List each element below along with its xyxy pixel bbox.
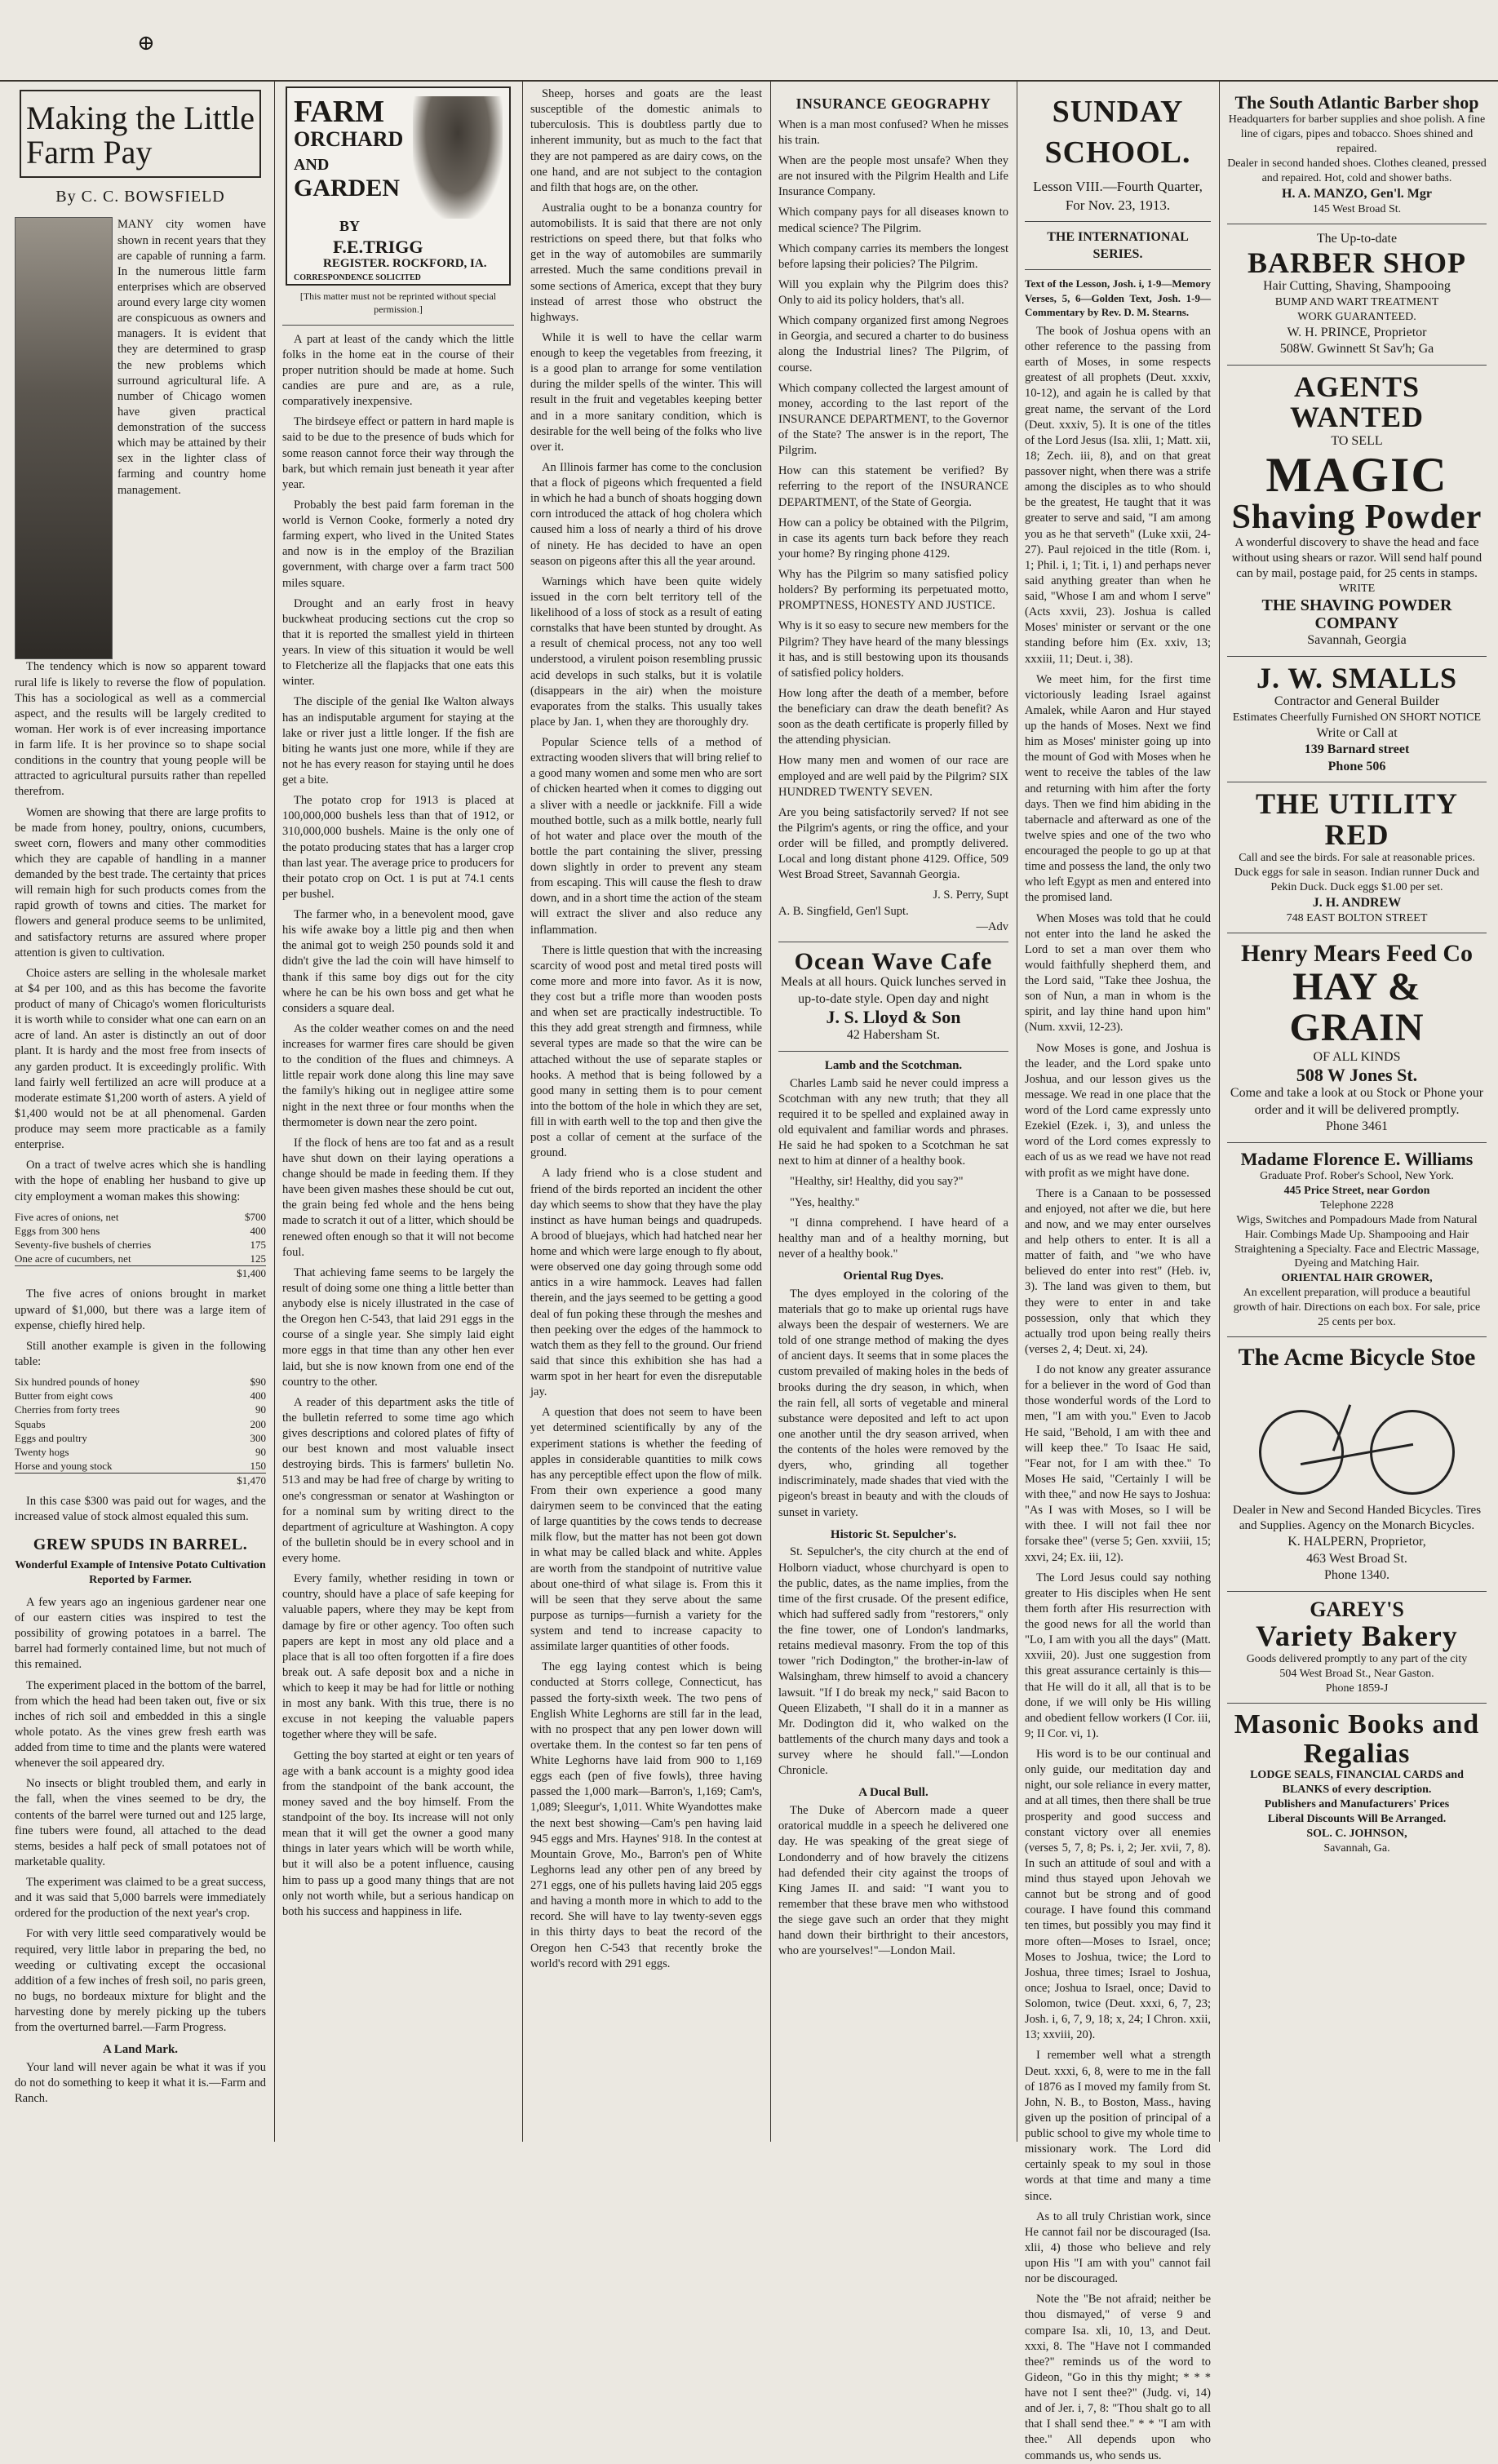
- ad-text: Hair Cutting, Shaving, Shampooing: [1263, 279, 1451, 294]
- paragraph: The disciple of the genial Ike Walton always has an indisputable argument for staying at the lake or river just a little longer. If the fish are biting he wants just one more, while if they are not he has every reason for staying until he does get a bite.: [282, 695, 514, 787]
- utility-red-ad: [1227, 789, 1487, 926]
- paragraph: There is a Canaan to be possessed and enjoyed, not after we die, but here and now, and we may enter ourselves and help others to enter. It is all a matter of faith, and "we who have believed do enter into rest" (Heb. iv, 3). The land was given to them, but they were to enter in and take possession, only that which they actually trod upon being really theirs (verses 2, 4; Deut. xi, 24).: [1025, 1186, 1211, 1356]
- table-row: Squabs 200: [15, 1417, 266, 1430]
- qa-item: Which company carries its members the longest before lapsing their policies? The Pilgrim.: [778, 242, 1008, 271]
- lesson-text-reference: Text of the Lesson, Josh. i, 1-9—Memory Verses, 5, 6—Golden Text, Josh. 1-9—Commentary by Rev. D. M. Stearns.: [1025, 277, 1211, 318]
- ad-text: LODGE SEALS, FINANCIAL CARDS and BLANKS of every description.: [1250, 1769, 1464, 1797]
- ad-text: Come and take a look at ou Stock or Phone your order and it will be delivered promptly.: [1230, 1086, 1484, 1117]
- ad-address: 508 W Jones St.: [1296, 1065, 1418, 1086]
- ad-text: Liberal Discounts Will Be Arranged.: [1267, 1812, 1447, 1825]
- column-farm-notes: [276, 82, 521, 2142]
- ad-text: Write or Call at: [1316, 725, 1398, 740]
- spuds-subheadline: Wonderful Example of Intensive Potato Cultivation Reported by Farmer.: [15, 1558, 266, 1587]
- ad-address: 504 West Broad St., Near Gaston.: [1279, 1668, 1434, 1681]
- ad-title: The South Atlantic Barber shop: [1234, 92, 1479, 113]
- column-sunday-school: [1018, 82, 1217, 2462]
- income-table-1: [15, 1210, 266, 1281]
- intro-block: [15, 217, 266, 659]
- ad-phone: Telephone 2228: [1320, 1199, 1394, 1212]
- ad-address: 145 West Broad St.: [1312, 203, 1402, 216]
- ad-owner: K. HALPERN, Proprietor,: [1287, 1535, 1426, 1549]
- signature-gen-supt: A. B. Singfield, Gen'l Supt.: [778, 904, 909, 918]
- ad-text: BUMP AND WART TREATMENT: [1274, 295, 1439, 308]
- lesson-line: Lesson VIII.—Fourth Quarter, For Nov. 23, 1913.: [1033, 179, 1203, 213]
- signature-supt: J. S. Perry, Supt: [933, 889, 1008, 902]
- table-row: Five acres of onions, net $700: [15, 1210, 266, 1223]
- paragraph: The potato crop for 1913 is placed at 100,000,000 bushels less than that of 1912, or 310,000,000 bushels. Maine is the only one of the potato producing states that has a larger crop than last year. The average price to producers for their potato crop on Oct. 1 is put at 74.1 cents per bushel.: [282, 794, 514, 901]
- ad-text: TO SELL: [1331, 434, 1383, 449]
- ad-owner: J. S. Lloyd & Son: [826, 1007, 961, 1028]
- ad-text: Publishers and Manufacturers' Prices: [1264, 1798, 1450, 1811]
- ad-phone: Phone 506: [1327, 759, 1386, 773]
- qa-item: Which company collected the largest amount of money, according to the last report of the INSURANCE DEPARTMENT, to the Governor of the State? The answer is in the report, The Pilgrim.: [778, 381, 1008, 458]
- ad-product-name: Shaving Powder: [1231, 498, 1482, 536]
- paragraph: Note the "Be not afraid; neither be thou dismayed," of verse 9 and compare Isa. xli, 10, 13, and Deut. xxxi, 8. The "Have not I commanded thee?" reminds us of the word to Gideon, "Go in this thy might; * * * have not I sent thee?" (Judg. vi, 14) and of Jer. i, 7, 8: "Thou shalt go to all that I shall send thee." * * "I am with thee." All depends upon who commands us, who sends us.: [1025, 2293, 1211, 2462]
- ad-address: 445 Price Street, near Gordon: [1283, 1184, 1430, 1197]
- table-row: One acre of cucumbers, net 125: [15, 1252, 266, 1265]
- mears-feed-ad: [1227, 940, 1487, 1136]
- lamb-headline: Lamb and the Scotchman.: [824, 1058, 963, 1072]
- ad-address: 463 West Broad St.: [1306, 1551, 1407, 1566]
- ad-address: 42 Habersham St.: [846, 1028, 941, 1043]
- table-row: Horse and young stock 150: [15, 1459, 266, 1472]
- farmer-illustration-icon: [413, 96, 503, 219]
- paragraph: For with very little seed comparatively would be required, very little labor in preparing the bed, no weeding or cultivating except the occasional addition of a few inches of fresh soil, no paris green, no bugs, no bordeaux mixture for blight and the harvesting done by merely picking up the tubers from the overturned barrel.—Farm Progress.: [15, 1927, 266, 2035]
- divider: [778, 1051, 1008, 1052]
- ad-title: AGENTS WANTED: [1289, 370, 1425, 434]
- ocean-wave-cafe-ad: [778, 949, 1008, 1044]
- paragraph: That achieving fame seems to be largely the result of doing some one thing a little better than anybody else is nicely illustrated in the case of the Oregon hen C-543, that laid 291 eggs in the course of a single year. She simply laid eight more eggs in that time than any other hen ever laid, but she is now known from one end of the country to the other.: [282, 1265, 514, 1389]
- paragraph: Your land will never again be what it was if you do not do something to keep it what it is.—Farm and Ranch.: [15, 2061, 266, 2106]
- paragraph: The experiment was claimed to be a great success, and it was said that 5,000 barrels were immediately ordered for the production of the next year's crop.: [15, 1876, 266, 1921]
- florence-williams-ad: [1227, 1150, 1487, 1330]
- paragraph: The experiment placed in the bottom of the barrel, from which the head had been taken out, five or six inches of rich soil and embedded in this a single whole potato. As the vines grew fresh earth was added from time to time and the plants were watered whenever the soil appeared dry.: [15, 1678, 266, 1770]
- divider: [1227, 1703, 1487, 1704]
- paragraph: "Yes, healthy.": [790, 1195, 860, 1209]
- column-farm-notes-continued: [524, 82, 769, 2142]
- paragraph: The Duke of Abercorn made a queer oratorical muddle in a speech he delivered one day. He was speaking of the great siege of Londonderry and of how bravely the citizens had defended their city against the troops of King James II. and said: "I want you to remember that these brave men who withstood the siege gave such an order that they might hand down their birthright to their ancestors, who are yourselves!"—London Mail.: [778, 1804, 1008, 1958]
- paragraph: If the flock of hens are too fat and as a result have shut down on their laying operations a change should be made in feeding them. If they have been given mashes these should be cut out, the grain being fed whole and the hens being made to scratch it out of a litter, which should be renewed often enough so that it will not become foul.: [282, 1136, 514, 1259]
- ad-text: Meals at all hours. Quick lunches served in up-to-date style. Open day and night: [780, 975, 1007, 1006]
- divider: [282, 325, 514, 326]
- paragraph: Popular Science tells of a method of extracting wooden slivers that will bring relief to a good many women and some men who are sort of chicken hearted when it comes to digging out a sliver with a needle or jackknife. Fill a wide mouthed bottle, such as a milk bottle, nearly full of hot water and place over the mouth of the bottle the part containing the sliver, pressing down slightly in order to prevent any steam from escaping. This will cause the flesh to draw down, and in a short time the action of the steam will extract the sliver and also reduce any inflammation.: [530, 736, 762, 937]
- ad-text: Graduate Prof. Rober's School, New York.: [1260, 1169, 1454, 1182]
- column-insurance: [772, 82, 1015, 2142]
- qa-item: Are you being satisfactorily served? If not see the Pilgrim's agents, or ring the office, and your order will be filled, and promptly delivered. Local and long distant phone 4129. Office, 509 West Broad Street, Savannah Georgia.: [778, 805, 1008, 882]
- magic-shaving-powder-ad: [1227, 372, 1487, 649]
- series-line: THE INTERNATIONAL SERIES.: [1047, 230, 1189, 262]
- column-advertisements: [1221, 82, 1493, 2142]
- reprint-note: [This matter must not be reprinted without special permission.]: [299, 290, 497, 315]
- qa-item: How many men and women of our race are employed and are well paid by the Pilgrim? SIX HUNDRED TWENTY SEVEN.: [778, 754, 1008, 799]
- paragraph: While it is well to have the cellar warm enough to keep the vegetables from freezing, it is a good plan to arrange for some ventilation during the milder spells of the winter. This will result in the fruit and vegetables keeping better and in a more sanitary condition, which is desirable for the well being of the folks who live over it.: [530, 330, 762, 454]
- ad-product: Variety Bakery: [1256, 1620, 1458, 1653]
- qa-item: How can this statement be verified? By referring to the report of the INSURANCE DEPARTMENT, of the State of Georgia.: [778, 464, 1008, 509]
- column-farm-article: [8, 82, 273, 2142]
- ad-company: THE SHAVING POWDER COMPANY: [1261, 596, 1452, 633]
- table-row: Twenty hogs 90: [15, 1445, 266, 1458]
- farm-orchard-garden-logo: FARM ORCHARD AND GARDEN BY F.E.TRIGG REGISTER. ROCKFORD, IA. CORRESPONDENCE SOLICITED: [286, 86, 511, 286]
- ad-phone: Phone 3461: [1326, 1119, 1388, 1134]
- ad-owner: J. H. ANDREW: [1312, 895, 1402, 910]
- paragraph: St. Sepulcher's, the city church at the end of Holborn viaduct, whose churchyard is open to the public, dates, as the name implies, from the time of the first crusade. Of the present edifice, which had suffered sadly from "restorers," only the fine tower, one of London's landmarks, retains medieval masonry. From the top of this tower "rich Dodington," the brother-in-law of Walsingham, threw himself to avoid a chancery lawsuit. "If I do break my neck," said Bacon to Queen Elizabeth, "I shall do it in a manner as Mr. Dodington did it, who walked on the battlements of the church many days and took a survey where he should fall."—London Chronicle.: [778, 1545, 1008, 1778]
- paragraph: We meet him, for the first time victoriously leading Israel against Amalek, while Aaron and Hur stayed up the hands of Moses. Next we find him as Moses' minister going up into the mount of God with Moses when he went to receive the tables of the law and returning with him after the forty days. Then we find him abiding in the tabernacle and afterward as one of the twelve spies and one of the two who encouraged the people to go up at that time and possess the land, the only two who left Egypt as men and entered into the promised land.: [1025, 672, 1211, 905]
- ad-title: Henry Mears Feed Co: [1240, 939, 1474, 967]
- ad-address: 748 EAST BOLTON STREET: [1286, 912, 1428, 925]
- smalls-builder-ad: [1227, 663, 1487, 776]
- ad-product: ORIENTAL HAIR GROWER,: [1281, 1272, 1433, 1285]
- paragraph: A question that does not seem to have been yet determined scientifically by any of the experiment stations is whether the feeding of apples in considerable quantities to milk cows has any perceptible effect upon the flow of milk. From their own experience a good many dairymen seem to be convinced that the eating of large quantities by the cows tends to decrease milk flow, but the matter has not been got down in what may be called black and white. Apples are worth from the standpoint of nutritive value about one-third of what silage is. From this it will be seen that they serve about the same purpose as turnips—furnish a variety for the system and tend to increase capacity to assimilate larger quantities of other foods.: [530, 1406, 762, 1654]
- paragraph: The farmer who, in a benevolent mood, gave his wife awake boy a little pig and then when the animal got to weigh 250 pounds sold it and didn't give the lad the coin will have himself to thank if this same boy digs out for the city where he can be his own boss and get what he considers a square deal.: [282, 908, 514, 1015]
- paragraph: Australia ought to be a bonanza country for automobilists. It is said that there are not only restrictions on speed there, but that folks who get in the way of automobiles are summarily arrested. Much the same conditions prevail in some sections of America, except that they bury instead of arrest those who obstruct the highways.: [530, 201, 762, 324]
- paragraph: "Healthy, sir! Healthy, did you say?": [790, 1175, 964, 1189]
- paragraph: Every family, whether residing in town or country, should have a place of safe keeping for valuable papers, where they may be kept from damage by fire or other agency. Too often such papers are kept in most any old place and a place that is all too often forgotten if a fire does break out. A safe deposit box and a niche in which to keep it may be had for little or nothing in most any bank. With this true, there is no excuse in not keeping the valuable papers together where they will be safe.: [282, 1572, 514, 1742]
- ad-product: HAY & GRAIN: [1289, 964, 1425, 1050]
- ad-text: OF ALL KINDS: [1313, 1049, 1401, 1064]
- ad-text: Goods delivered promptly to any part of the city: [1246, 1653, 1468, 1666]
- paragraph: Warnings which have been quite widely issued in the corn belt territory tell of the likelihood of a loss of stock as a result of eating cornstalks that have been stunted by drought. As a result of chemical process, not any too well understood, a virulent poison resembling prussic acid develops in such stalks, but it is volatile (disappears in the air) when the moisture evaporates from the stalks. This usually takes place by Jan. 1, when they are thoroughly dry.: [530, 574, 762, 729]
- paragraph: An Illinois farmer has come to the conclusion that a flock of pigeons which frequented a field in which he had a bunch of shoats hogging down corn introduced the attack of hog cholera which caused him a loss of nearly a third of his drove of ninety. He has decided to have an open season on pigeons after this all the year around.: [530, 460, 762, 568]
- paragraph: The birdseye effect or pattern in hard maple is said to be due to the presence of buds which for some reason cannot force their way through the bark, but which remain just beneath it year after year.: [282, 415, 514, 491]
- paragraph: The five acres of onions brought in market upward of $1,000, but there was a large item of expense, chiefly hired help.: [15, 1287, 266, 1332]
- ad-title: THE UTILITY RED: [1255, 787, 1459, 852]
- paragraph: I remember well what a strength Deut. xxxi, 6, 8, were to me in the fall of 1876 as I moved my family from St. John, N. B., to Boston, Mass., having given up the position of principal of a public school to give my whole time to missionary work. The Lord did certainly speak to my soul in those words at that time and many a time since.: [1025, 2049, 1211, 2203]
- insurance-headline: INSURANCE GEOGRAPHY: [796, 95, 991, 112]
- qa-item: When are the people most unsafe? When they are not insured with the Pilgrim Health and Life Insurance Company.: [778, 154, 1008, 199]
- table-row: Six hundred pounds of honey $90: [15, 1376, 266, 1389]
- qa-item: Will you explain why the Pilgrim does this? Only to aid its policy holders, that's all.: [778, 277, 1008, 307]
- ad-title: Masonic Books and Regalias: [1234, 1708, 1480, 1769]
- ad-pre-title: The Up-to-date: [1316, 232, 1398, 246]
- paragraph: The Lord Jesus could say nothing greater to His disciples when He sent them forth after His resurrection with the good news for all the world than "Lo, I am with you all the days" (Matt. xxviii, 20). Just one suggestion from this great assurance certainly is this—that He will do it all, all that is to be done, if we will only be His willing and obedient fellow workers (I Cor. iii, 9; II Cor. vi, 1).: [1025, 1571, 1211, 1740]
- paragraph: Still another example is given in the following table:: [15, 1339, 266, 1368]
- paragraph: When Moses was told that he could not enter into the land he asked the Lord to set a man over them who would faithfully shepherd them, and the Lord said, "Take thee Joshua, the son of Nun, a man in whom is the spirit, and lay thine hand upon him" (Num. xxvii, 12-23).: [1025, 911, 1211, 1035]
- divider: [1227, 1142, 1487, 1143]
- paragraph: On a tract of twelve acres which she is handling with the hope of enabling her husband to give up city employment a woman makes this showing:: [15, 1159, 266, 1203]
- ad-title: Ocean Wave Cafe: [794, 947, 993, 975]
- qa-item: Which company pays for all diseases known to medical science? The Pilgrim.: [778, 206, 1008, 235]
- column-rule: [274, 82, 275, 2142]
- south-atlantic-barber-ad: [1227, 93, 1487, 217]
- intro-text: MANY city women have shown in recent years that they are capable of running a farm. In the numerous little farm enterprises which are observed around every large city women are conspicuous as owners and managers. It is evident that they are determined to grasp the new problems which surround agricultural life. A number of Chicago women have given practical demonstration of the success which may be attained by their sex in the lighter class of farming and country home management.: [117, 218, 266, 497]
- up-to-date-barber-ad: [1227, 231, 1487, 357]
- paragraph: A lady friend who is a close student and friend of the birds reported an incident the other day which seems to show that they have the play instinct as have human beings and quadrupeds. A brood of bluejays, which had hatched near her home and which were large enough to fly about, were observed one day going through some odd antics in a wire hammock. Leaves had fallen therein, and the jays seemed to be getting a good deal of fun poking these through the meshes and then peeking over the edges of the hammock to watch them as they fell to the ground. Our friend said that since this exhibition she has had a warm spot in her heart for even the disreputable jay.: [530, 1167, 762, 1399]
- column-rule: [522, 82, 523, 2142]
- sunday-school-title: SUNDAY SCHOOL.: [1044, 95, 1191, 171]
- paragraph: His word is to be our continual and only guide, our meditation day and night, our sole reliance in every matter, and at all times, then there shall be true prosperity and good success and constant victory over all enemies (verses 5, 7, 8; Ps. i, 2; Jer. xvii, 7, 8). In such an attitude of soul and with a mind thus stayed upon Jehovah we cannot but be strong and of good courage. I have found this command ten times, but possibly you may find it more often—Moses to Israel, once; Moses to Joshua, twice; the Lord to Joshua, three times; Israel to Joshua, once; Joshua to Israel, once; David to Solomon, twice (Deut. xxxi, 6, 7, 23; Josh. i, 6, 7, 9, 18; x, 24; I Chron. xxii, 13; xxviii, 20).: [1025, 1748, 1211, 2042]
- table-total-row: $1,400: [15, 1266, 266, 1281]
- ad-title: GAREY'S: [1310, 1597, 1404, 1621]
- paragraph: Charles Lamb said he never could impress a Scotchman with any new truth; that they all required it to be spelled and explained away in old equivalent and familiar words and phrases. He said he had spoken to a Scotchman he sat next to him at dinner of a healthy book.: [778, 1076, 1008, 1168]
- ad-product: MAGIC: [1265, 447, 1448, 502]
- divider: [1227, 656, 1487, 657]
- ad-address: 508W. Gwinnett St Sav'h; Ga: [1279, 342, 1434, 357]
- ad-title: J. W. SMALLS: [1256, 661, 1458, 694]
- ad-title: Madame Florence E. Williams: [1240, 1148, 1474, 1169]
- ad-phone: Phone 1859-J: [1325, 1682, 1389, 1695]
- qa-item: Which company organized first among Negroes in Georgia, and secured a charter to do business along the Industrial lines? The Pilgrim, of course.: [778, 314, 1008, 374]
- paragraph: The dyes employed in the coloring of the materials that go to make up oriental rugs have always been the despair of westerners. We are told of one strange method of making the dyes of ancient days. It seems that in some places the custom prevailed of making holes in the beds of brooks during the dry season, in which, when the rain fell, all sorts of vegetable and mineral substance were deposited and left to act upon one another until the dry season arrived, when the contents of the holes were removed by the dyers, who, grinding all together indiscriminately, made shades that vied with the pigeon's breast in beauty and with the clouds of sunset in variety.: [778, 1287, 1008, 1519]
- paragraph: Choice asters are selling in the wholesale market at $4 per 100, and as this has become the favorite product of many of Chicago's women floriculturists it is worth while to consider what one can earn on an acre of land. An aster is distinctly an out of door plant. It is hardy and the most free from insects of any garden product. It is exceedingly prolific. With land fairly well fertilized an acre will produce at a moderate estimate $1,200 worth of asters. A yield of $1,400 would not be at all phenomenal. Garden produce may seem more practicable as a family enterprise.: [15, 966, 266, 1152]
- spuds-headline: GREW SPUDS IN BARREL.: [33, 1535, 248, 1553]
- paragraph: Now Moses is gone, and Joshua is the leader, and the Lord spake unto Joshua, and our lesson gives us the message. We read in one place that the word of the Lord came expressly unto Ezekiel (Ezek. i, 3), and unless the word of the Lord comes expressly to each of us as we read we have not read with profit as we might have done.: [1025, 1041, 1211, 1180]
- paragraph: In this case $300 was paid out for wages, and the increased value of stock almost equaled this sum.: [15, 1495, 266, 1524]
- paragraph: As to all truly Christian work, since He cannot fail nor be discouraged (Isa. xlii, 4) those who believe and rely upon His "I am with you" cannot fail nor be discouraged.: [1025, 2209, 1211, 2286]
- table-row: Cherries from forty trees 90: [15, 1403, 266, 1416]
- paragraph: I do not know any greater assurance for a believer in the word of God than those wonderful words of the Lord to men, "I am with you." Even to Jacob He said, "Behold, I am with thee and will keep thee." To Isaac He said, "Fear not, for I am with thee." To Moses He said, "Certainly I will be with thee," and now He says to Joshua: "As I was with Moses, so I will be with thee. I will not fail thee nor forsake thee" (verse 5; Gen. xxviii, 15; xxvi, 24; Ex. iii, 12).: [1025, 1363, 1211, 1564]
- acme-bicycle-ad: [1227, 1344, 1487, 1584]
- page-header-strip: [0, 0, 1498, 82]
- woman-photo: [15, 217, 113, 659]
- ad-text: Call and see the birds. For sale at reasonable prices. Duck eggs for sale in season. Indian runner Duck and Pekin Duck. Duck eggs $1.00 per set.: [1234, 851, 1480, 893]
- ad-text: WORK GUARANTEED.: [1297, 310, 1416, 323]
- sepulcher-headline: Historic St. Sepulcher's.: [830, 1527, 957, 1541]
- ad-title: BARBER SHOP: [1247, 246, 1467, 279]
- ad-owner: H. A. MANZO, Gen'l. Mgr: [1282, 186, 1432, 201]
- divider: [1227, 1336, 1487, 1337]
- masonic-books-ad: [1227, 1710, 1487, 1856]
- paragraph: No insects or blight troubled them, and early in the fall, when the vines seemed to be dry, the contents of the barrel were turned out and 125 large, fine tubers were found, all attached to the dead stems, besides a half peck of small potatoes not of marketable quality.: [15, 1777, 266, 1868]
- paragraph: As the colder weather comes on and the need increases for warmer fires care should be given to the condition of the flues and chimneys. A little repair work done along this line may save the family's hiking out in negligee attire some night in the next three or four months when the thermometer is down near the zero point.: [282, 1021, 514, 1129]
- qa-item: How long after the death of a member, before the beneficiary can draw the death benefit? As soon as the death certificate is properly filled by the attending physician.: [778, 686, 1008, 747]
- table-total-row: $1,470: [15, 1474, 266, 1488]
- article-title: Making the Little Farm Pay: [20, 90, 261, 178]
- divider: [1025, 221, 1211, 222]
- ad-text: A wonderful discovery to shave the head and face without using shears or razor. Will send half pound can by mail, postage paid, for 25 cents in stamps.: [1231, 535, 1482, 581]
- paragraph: There is little question that with the increasing scarcity of wood post and metal tired posts will come more and more into favor. As it is now, they cost but a trifle more than wooden posts and when set are practically indestructible. To this they add great strength and firmness, while several types are made so that the wire can be attached without the use of separate staples or hooks. A method that is being followed by a good many in setting them is to pour cement into the bottom of the hole in which they are set, fill in with earth well to the top and then give the post a collar of cement at the surface of the ground.: [530, 943, 762, 1160]
- paragraph: Getting the boy started at eight or ten years of age with a bank account is a mighty good idea from the standpoint of the bank account, the money saved and the boy himself. From the standpoint of the boy. Its increase will not only mean that it will get the owner a good many things in later years which will be worth while, but it will also be a potent influence, causing him to pass up a good many things that are not only not worth while, but a serious handicap on both his success and happiness in life.: [282, 1748, 514, 1918]
- income-table-2: [15, 1375, 266, 1487]
- rug-headline: Oriental Rug Dyes.: [843, 1270, 944, 1283]
- ducal-bull-headline: A Ducal Bull.: [858, 1786, 928, 1800]
- qa-item: How can a policy be obtained with the Pilgrim, in case its agents turn back before they reach your home? By ringing phone 4129.: [778, 516, 1008, 561]
- paragraph: Probably the best paid farm foreman in the world is Vernon Cooke, formerly a noted dry farming expert, who lived in the United States and now is in the employ of the Brazilian government, with charge over a farm tract 500 miles square.: [282, 498, 514, 590]
- land-mark-headline: A Land Mark.: [102, 2043, 179, 2057]
- column-rule: [1219, 82, 1220, 2142]
- ad-text: An excellent preparation, will produce a beautiful growth of hair. Directions on each box. For sale, price 25 cents per box.: [1233, 1287, 1481, 1329]
- ad-address: 139 Barnard street: [1304, 742, 1410, 757]
- ad-title: The Acme Bicycle Stoe: [1238, 1343, 1476, 1371]
- table-row: Eggs and poultry 300: [15, 1431, 266, 1444]
- ad-text: Wigs, Switches and Pompadours Made from Natural Hair. Combings Made Up. Shampooing and Hair Straightening a Specialty. Face and Electric Massage, Dyeing and Matching Hair.: [1234, 1213, 1479, 1270]
- divider: [1227, 1591, 1487, 1592]
- paragraph: A reader of this department asks the title of the bulletin referred to some time ago which gives descriptions and colored plates of fifty of our best known and most valuable insect destroying birds. This is farmers' bulletin No. 513 and may be had free of charge by writing to one's congressman or senator at Washington or for a nominal sum by writing direct to the department of agriculture at Washington. A copy of the bulletin should be in every school and in every home.: [282, 1395, 514, 1566]
- paragraph: The egg laying contest which is being conducted at Storrs college, Connecticut, has passed the forty-sixth week. The two pens of English White Leghorns are still far in the lead, with no prospect that any pen lower down will overtake them. In the contest so far ten pens of White Leghorns have laid from 900 to 1,169 eggs each (pen of five fowls), three having passed the 1,000 mark—Barron's, 1,169; Cam's, 1,089; Sleegur's, 1,011. White Wyandottes make the next best showing—Cam's pen having laid 945 eggs and Mrs. Haynes' 918. In the contest at Mountain Grove, Mo., Barron's pen of White Leghorns lead any other pen of any breed by 271 eggs, one of his pullets having laid 205 eggs and having a month more in which to add to the record. She will have to lay twenty-seven eggs in this thirty days to beat the record of the Oregon hen C-543 that recently broke the world's record with 291 eggs.: [530, 1660, 762, 1970]
- paragraph: The tendency which is now so apparent toward rural life is likely to reverse the flow of population. This has a sociological as well as a commercial aspect, and the results will be largely credited to woman. Her work is of ever increasing importance in farm life. It is her province so to shape social conditions in the country that young people will be attracted to agricultural pursuits rather than repelled therefrom.: [15, 660, 266, 799]
- ad-text: WRITE: [1338, 583, 1376, 596]
- ad-owner: W. H. PRINCE, Proprietor: [1287, 325, 1427, 339]
- garey-bakery-ad: [1227, 1598, 1487, 1696]
- divider: [1025, 269, 1211, 270]
- paragraph: The book of Joshua opens with an other reference to the passing from earth of Moses, in some respects greatest of all prophets (Deut. xxxiv, 10-12), and again he is called by that great name, the servant of the Lord (Deut. xxxiv, 5). It is one of the titles of the Lord Jesus (Isa. xlii, 1; Matt. xii, 18; Zech. iii, 8), and on that great passover night, when there was a strife among the disciples as to who should be the greatest, He taught that it was greater to serve and said, "I am among you as he that serveth" (Luke xxii, 24-27). Paul rejoiced in the title (Rom. i, 1; Phil. i, 1; Tit. i, 1) and perhaps never said anything greater than when he said, "Whose I am and whom I serve" (Acts xxvii, 23). Joshua is called Moses' minister or servant or the one standing before him (Ex. xxiv, 13; xxxiii, 11; Deut. i, 38).: [1025, 324, 1211, 666]
- table-row: Eggs from 300 hens 400: [15, 1224, 266, 1237]
- registration-mark-icon: ⊕: [137, 31, 155, 55]
- qa-item: Why has the Pilgrim so many satisfied policy holders? By performing its perpetuated motto, PROMPTNESS, HONESTY AND JUSTICE.: [778, 568, 1008, 613]
- paragraph: Sheep, horses and goats are the least susceptible of the domestic animals to tuberculosis. This is doubtless partly due to inherent immunity, but as much to the fact that they are not pampered as are dairy cows, on the one hand, and are not subject to the contagion and filth that hogs are, on the other.: [530, 87, 762, 194]
- ad-address: Savannah, Georgia: [1307, 633, 1407, 648]
- byline: By C. C. BOWSFIELD: [55, 188, 225, 206]
- bicycle-icon: [1251, 1376, 1463, 1498]
- ad-text: Estimates Cheerfully Furnished ON SHORT NOTICE: [1232, 711, 1482, 724]
- table-row: Butter from eight cows 400: [15, 1389, 266, 1403]
- qa-item: Why is it so easy to secure new members for the Pilgrim? They have heard of the many blessings it has, and is still bestowing upon its thousands of satisfied policy holders.: [778, 619, 1008, 680]
- paragraph: A few years ago an ingenious gardener near one of our eastern cities was inspired to test the possibility of growing potatoes in a barrel. The barrel had formerly contained lime, but not much of this remained.: [15, 1595, 266, 1672]
- ad-owner: SOL. C. JOHNSON,: [1306, 1827, 1407, 1840]
- ad-text: Contractor and General Builder: [1274, 694, 1440, 709]
- ad-text: Dealer in New and Second Handed Bicycles. Tires and Supplies. Agency on the Monarch Bicycles.: [1232, 1503, 1482, 1533]
- adv-mark: —Adv: [976, 920, 1008, 933]
- table-row: Seventy-five bushels of cherries 175: [15, 1238, 266, 1251]
- qa-item: When is a man most confused? When he misses his train.: [778, 117, 1008, 147]
- ad-text: Dealer in second handed shoes. Clothes cleaned, pressed and repaired. Hot, cold and shower baths.: [1227, 157, 1487, 184]
- column-rule: [770, 82, 771, 2142]
- divider: [1227, 365, 1487, 366]
- paragraph: A part at least of the candy which the little folks in the home eat in the course of their proper nutrition should be made at home. Such candies are pure and are, as a rule, comparatively inexpensive.: [282, 332, 514, 409]
- paragraph: "I dinna comprehend. I have heard of a healthy man and of a healthy morning, but never of a healthy book.": [778, 1216, 1008, 1261]
- ad-text: Headquarters for barber supplies and shoe polish. A fine line of cigars, pipes and tobacco. Shoes shined and repaired.: [1228, 113, 1486, 155]
- ad-address: Savannah, Ga.: [1323, 1841, 1390, 1855]
- paragraph: Women are showing that there are large profits to be made from honey, poultry, onions, cucumbers, sweet corn, flowers and many other commodities which they are capable of handling in a manner demanded by the best trade. The certainty that prices will remain high for such products comes from the rapid growth of towns and cities. The market for flowers and general produce seems to be unlimited, and satisfactory returns are assured where proper attention is given to cultivation.: [15, 805, 266, 959]
- ad-phone: Phone 1340.: [1324, 1568, 1389, 1583]
- paragraph: Drought and an early frost in heavy buckwheat producing sections cut the crop so that it is reported the smallest yield in thirteen years. In view of this situation it would be well to Fletcherize all the flapjacks that one eats this winter.: [282, 596, 514, 689]
